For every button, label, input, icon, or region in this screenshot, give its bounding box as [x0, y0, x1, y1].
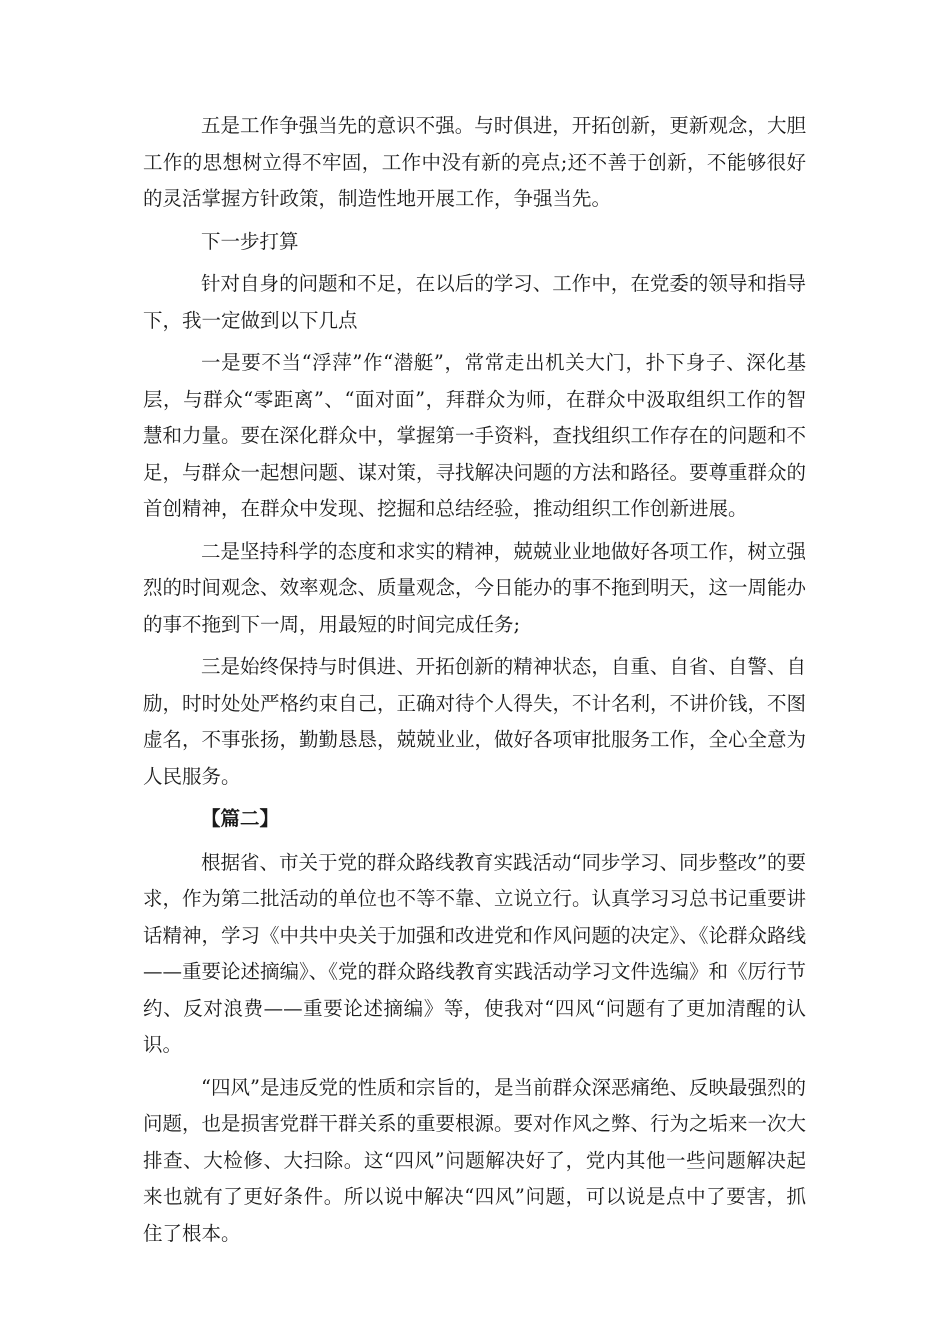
document-body	[143, 108, 806, 1258]
paragraph-four-winds: “四风”是违反党的性质和宗旨的，是当前群众深恶痛绝、反映最强烈的问题，也是损害党群干群关系的重要根源。要对作风之弊、行为之垢来一次大排查、大检修、大扫除。这“四风”问题解决好了，党内其他一些问题解决起来也就有了更好条件。所以说中解决“四风”问题，可以说是点中了要害，抓住了根本。	[143, 1075, 807, 1245]
heading-next-steps: 下一步打算	[201, 229, 299, 253]
paragraph-study-requirements: 根据省、市关于党的群众路线教育实践活动“同步学习、同步整改”的要求，作为第二批活动的单位也不等不靠、立说立行。认真学习习总书记重要讲话精神，学习《中共中央关于加强和改进党和作风问题的决定》、《论群众路线——重要论述摘编》、《党的群众路线教育实践活动学习文件选编》和《厉行节约、反对浪费——重要论述摘编》等，使我对“四风“问题有了更加清醒的认识。	[143, 850, 807, 1056]
paragraph-plan-two: 二是坚持科学的态度和求实的精神，兢兢业业地做好各项工作，树立强烈的时间观念、效率观念、质量观念，今日能办的事不拖到明天，这一周能办的事不拖到下一周，用最短的时间完成任务;	[143, 539, 807, 636]
paragraph-intro-plan: 针对自身的问题和不足，在以后的学习、工作中，在党委的领导和指导下，我一定做到以下几点	[143, 272, 806, 332]
paragraph-fifth-point: 五是工作争强当先的意识不强。与时俱进，开拓创新，更新观念，大胆工作的思想树立得不牢固，工作中没有新的亮点;还不善于创新，不能够很好的灵活掌握方针政策，制造性地开展工作，争强当先。	[143, 114, 806, 210]
paragraph-plan-one: 一是要不当“浮萍”作“潜艇”，常常走出机关大门，扑下身子、深化基层，与群众“零距离”、“面对面”，拜群众为师，在群众中汲取组织工作的智慧和力量。要在深化群众中，掌握第一手资料，查找组织工作存在的问题和不足，与群众一起想问题、谋对策，寻找解决问题的方法和路径。要尊重群众的首创精神，在群众中发现、挖掘和总结经验，推动组织工作创新进展。	[143, 351, 807, 520]
paragraph-plan-three: 三是始终保持与时俱进、开拓创新的精神状态，自重、自省、自警、自励，时时处处严格约束自己，正确对待个人得失，不计名利，不讲价钱，不图虚名，不事张扬，勤勤恳恳，兢兢业业，做好各项审批服务工作，全心全意为人民服务。	[143, 655, 807, 788]
section-title-part-two: 【篇二】	[201, 807, 280, 830]
